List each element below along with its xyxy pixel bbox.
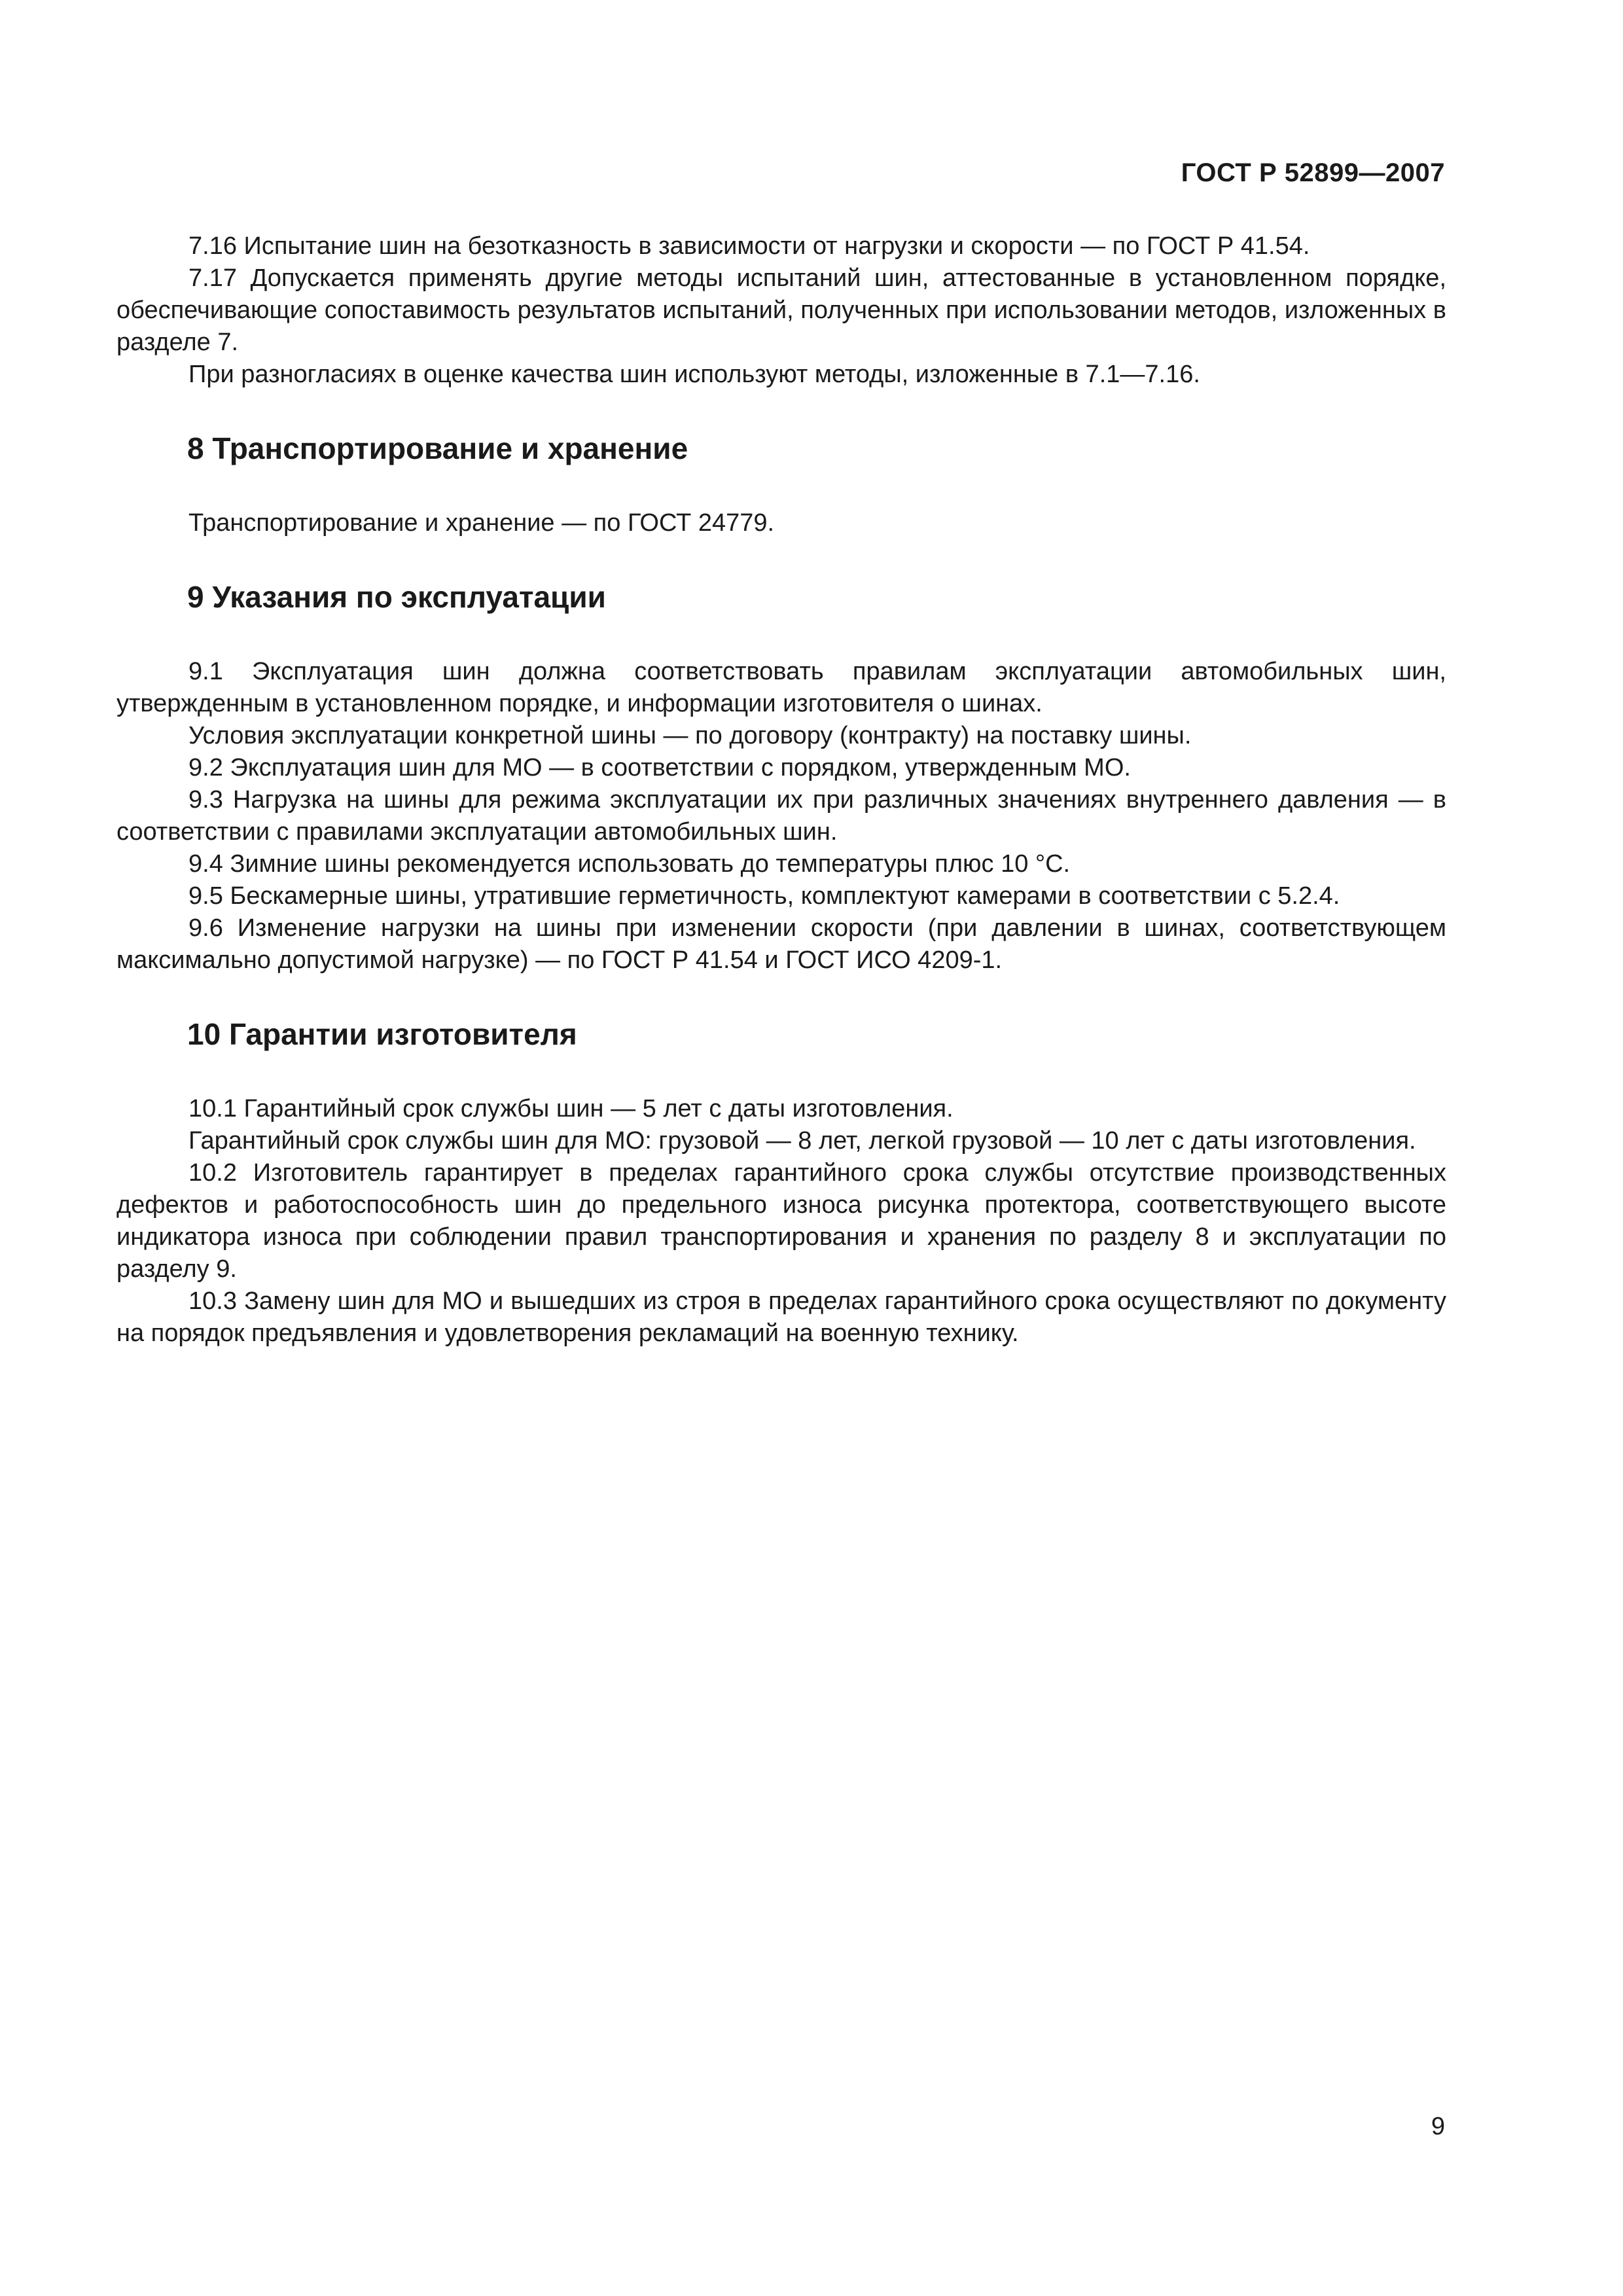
paragraph-mo-warranty: Гарантийный срок службы шин для МО: грузовой — 8 лет, легкой грузовой — 10 лет с даты изготовления.: [188, 1127, 1416, 1155]
paragraph-disagreement: При разногласиях в оценке качества шин используют методы, изложенные в 7.1—7.16.: [188, 361, 1200, 388]
document-body: [116, 230, 1446, 1350]
paragraph-10-1: 10.1 Гарантийный срок службы шин — 5 лет с даты изготовления.: [188, 1095, 954, 1122]
paragraph-10-3: 10.3 Замену шин для МО и вышедших из строя в пределах гарантийного срока осуществляют по документу на порядок предъявления и удовлетворения рекламаций на военную технику.: [116, 1287, 1446, 1347]
paragraph-9-1: 9.1 Эксплуатация шин должна соответствовать правилам эксплуатации автомобильных шин, утвержденным в установленном порядке, и информации изготовителя о шинах.: [116, 658, 1446, 717]
paragraph-8-transport: Транспортирование и хранение — по ГОСТ 24779.: [188, 509, 775, 537]
paragraph-7-16: 7.16 Испытание шин на безотказность в зависимости от нагрузки и скорости — по ГОСТ Р 41.54.: [188, 232, 1310, 260]
paragraph-9-5: 9.5 Бескамерные шины, утратившие герметичность, комплектуют камерами в соответствии с 5.2.4.: [188, 882, 1340, 910]
paragraph-9-3: 9.3 Нагрузка на шины для режима эксплуатации их при различных значениях внутреннего давления — в соответствии с правилами эксплуатации автомобильных шин.: [116, 786, 1446, 846]
section-10-heading: 10 Гарантии изготовителя: [187, 1017, 577, 1051]
paragraph-9-2: 9.2 Эксплуатация шин для МО — в соответствии с порядком, утвержденным МО.: [188, 754, 1131, 781]
paragraph-9-4: 9.4 Зимние шины рекомендуется использовать до температуры плюс 10 °С.: [188, 850, 1071, 878]
page-number: 9: [1431, 2113, 1445, 2140]
paragraph-7-17: 7.17 Допускается применять другие методы испытаний шин, аттестованные в установленном порядке, обеспечивающие сопоставимость результатов испытаний, полученных при использовании методов, изложенных в разделе 7.: [116, 264, 1446, 356]
document-code-header: ГОСТ Р 52899—2007: [1181, 158, 1445, 187]
section-8-heading: 8 Транспортирование и хранение: [187, 431, 688, 465]
paragraph-9-6: 9.6 Изменение нагрузки на шины при изменении скорости (при давлении в шинах, соответствующем максимально допустимой нагрузке) — по ГОСТ Р 41.54 и ГОСТ ИСО 4209-1.: [116, 914, 1446, 974]
section-9-heading: 9 Указания по эксплуатации: [187, 580, 606, 614]
paragraph-10-2: 10.2 Изготовитель гарантирует в пределах гарантийного срока службы отсутствие производственных дефектов и работоспособность шин до предельного износа рисунка протектора, соответствующего высоте индикатора износа при соблюдении правил транспортирования и хранения по разделу 8 и эксплуатации по разделу 9.: [116, 1159, 1446, 1283]
paragraph-operating-conditions: Условия эксплуатации конкретной шины — по договору (контракту) на поставку шины.: [188, 722, 1192, 749]
